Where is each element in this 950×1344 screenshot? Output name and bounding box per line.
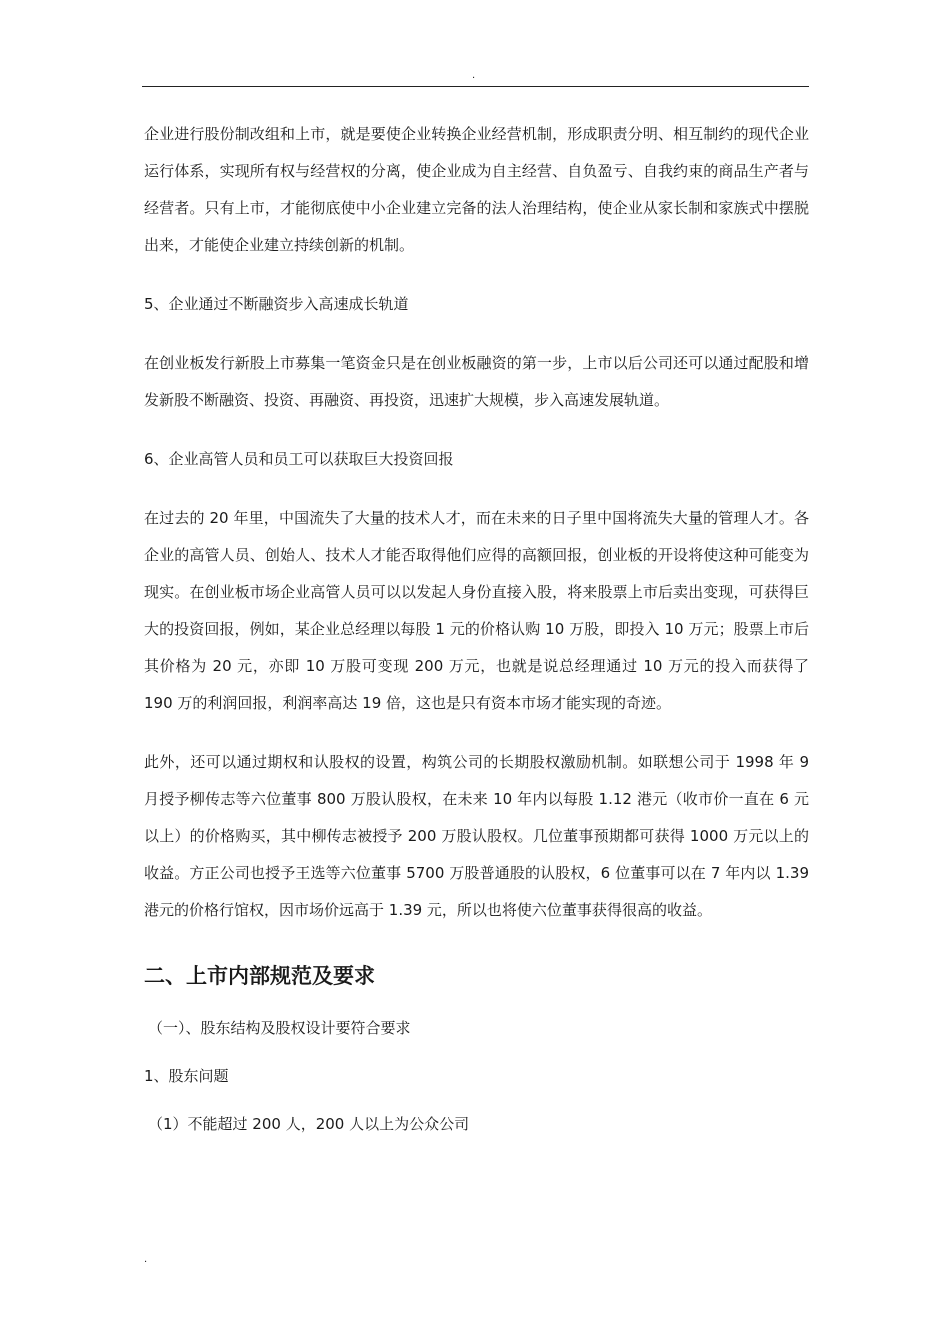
header-mark: . bbox=[472, 70, 476, 81]
section-item-shareholder-structure: （一）、股东结构及股权设计要符合要求 bbox=[148, 1019, 411, 1037]
footer-mark: . bbox=[144, 1254, 148, 1265]
subheading-financing: 5、企业通过不断融资步入高速成长轨道 bbox=[144, 295, 409, 313]
section-item-shareholder-issue: 1、股东问题 bbox=[144, 1067, 229, 1085]
header-rule bbox=[142, 86, 809, 87]
paragraph-returns: 在过去的 20 年里，中国流失了大量的技术人才，而在未来的日子里中国将流失大量的管理人才。各企业的高管人员、创始人、技术人才能否取得他们应得的高额回报，创业板的开设将使这种可能变为现实。在创业板市场企业高管人员可以以发起人身份直接入股，将来股票上市后卖出变现，可获得巨大的投资回报，例如，某企业总经理以每股 1 元的价格认购 10 万股，即投入 10 万元；股票上市后其价格为 20 元，亦即 10 万股可变现 200 万元，也就是说总经理通过 10 万元的投入而获得了 190 万的利润回报，利润率高达 19 倍，这也是只有资本市场才能实现的奇迹。 bbox=[144, 509, 809, 712]
section-item-shareholder-limit: （1）不能超过 200 人，200 人以上为公众公司 bbox=[148, 1115, 470, 1133]
paragraph-restructuring: 企业进行股份制改组和上市，就是要使企业转换企业经营机制，形成职责分明、相互制约的现代企业运行体系，实现所有权与经营权的分离，使企业成为自主经营、自负盈亏、自我约束的商品生产者与经营者。只有上市，才能彻底使中小企业建立完备的法人治理结构，使企业从家长制和家族式中摆脱出来，才能使企业建立持续创新的机制。 bbox=[144, 125, 809, 254]
paragraph-financing: 在创业板发行新股上市募集一笔资金只是在创业板融资的第一步，上市以后公司还可以通过配股和增发新股不断融资、投资、再融资、再投资，迅速扩大规模，步入高速发展轨道。 bbox=[144, 354, 809, 409]
subheading-returns: 6、企业高管人员和员工可以获取巨大投资回报 bbox=[144, 450, 454, 468]
paragraph-options: 此外，还可以通过期权和认股权的设置，构筑公司的长期股权激励机制。如联想公司于 1998 年 9 月授予柳传志等六位董事 800 万股认股权，在未来 10 年内以每股 1.12 港元（收市价一直在 6 元以上）的价格购买，其中柳传志被授予 200 万股认股权。几位董事预期都可获得 1000 万元以上的收益。方正公司也授予王选等六位董事 5700 万股普通股的认股权，6 位董事可以在 7 年内以 1.39 港元的价格行馆权，因市场价远高于 1.39 元，所以也将使六位董事获得很高的收益。 bbox=[144, 753, 809, 919]
document-body bbox=[144, 116, 809, 1136]
section-heading: 二、上市内部规范及要求 bbox=[144, 964, 375, 988]
